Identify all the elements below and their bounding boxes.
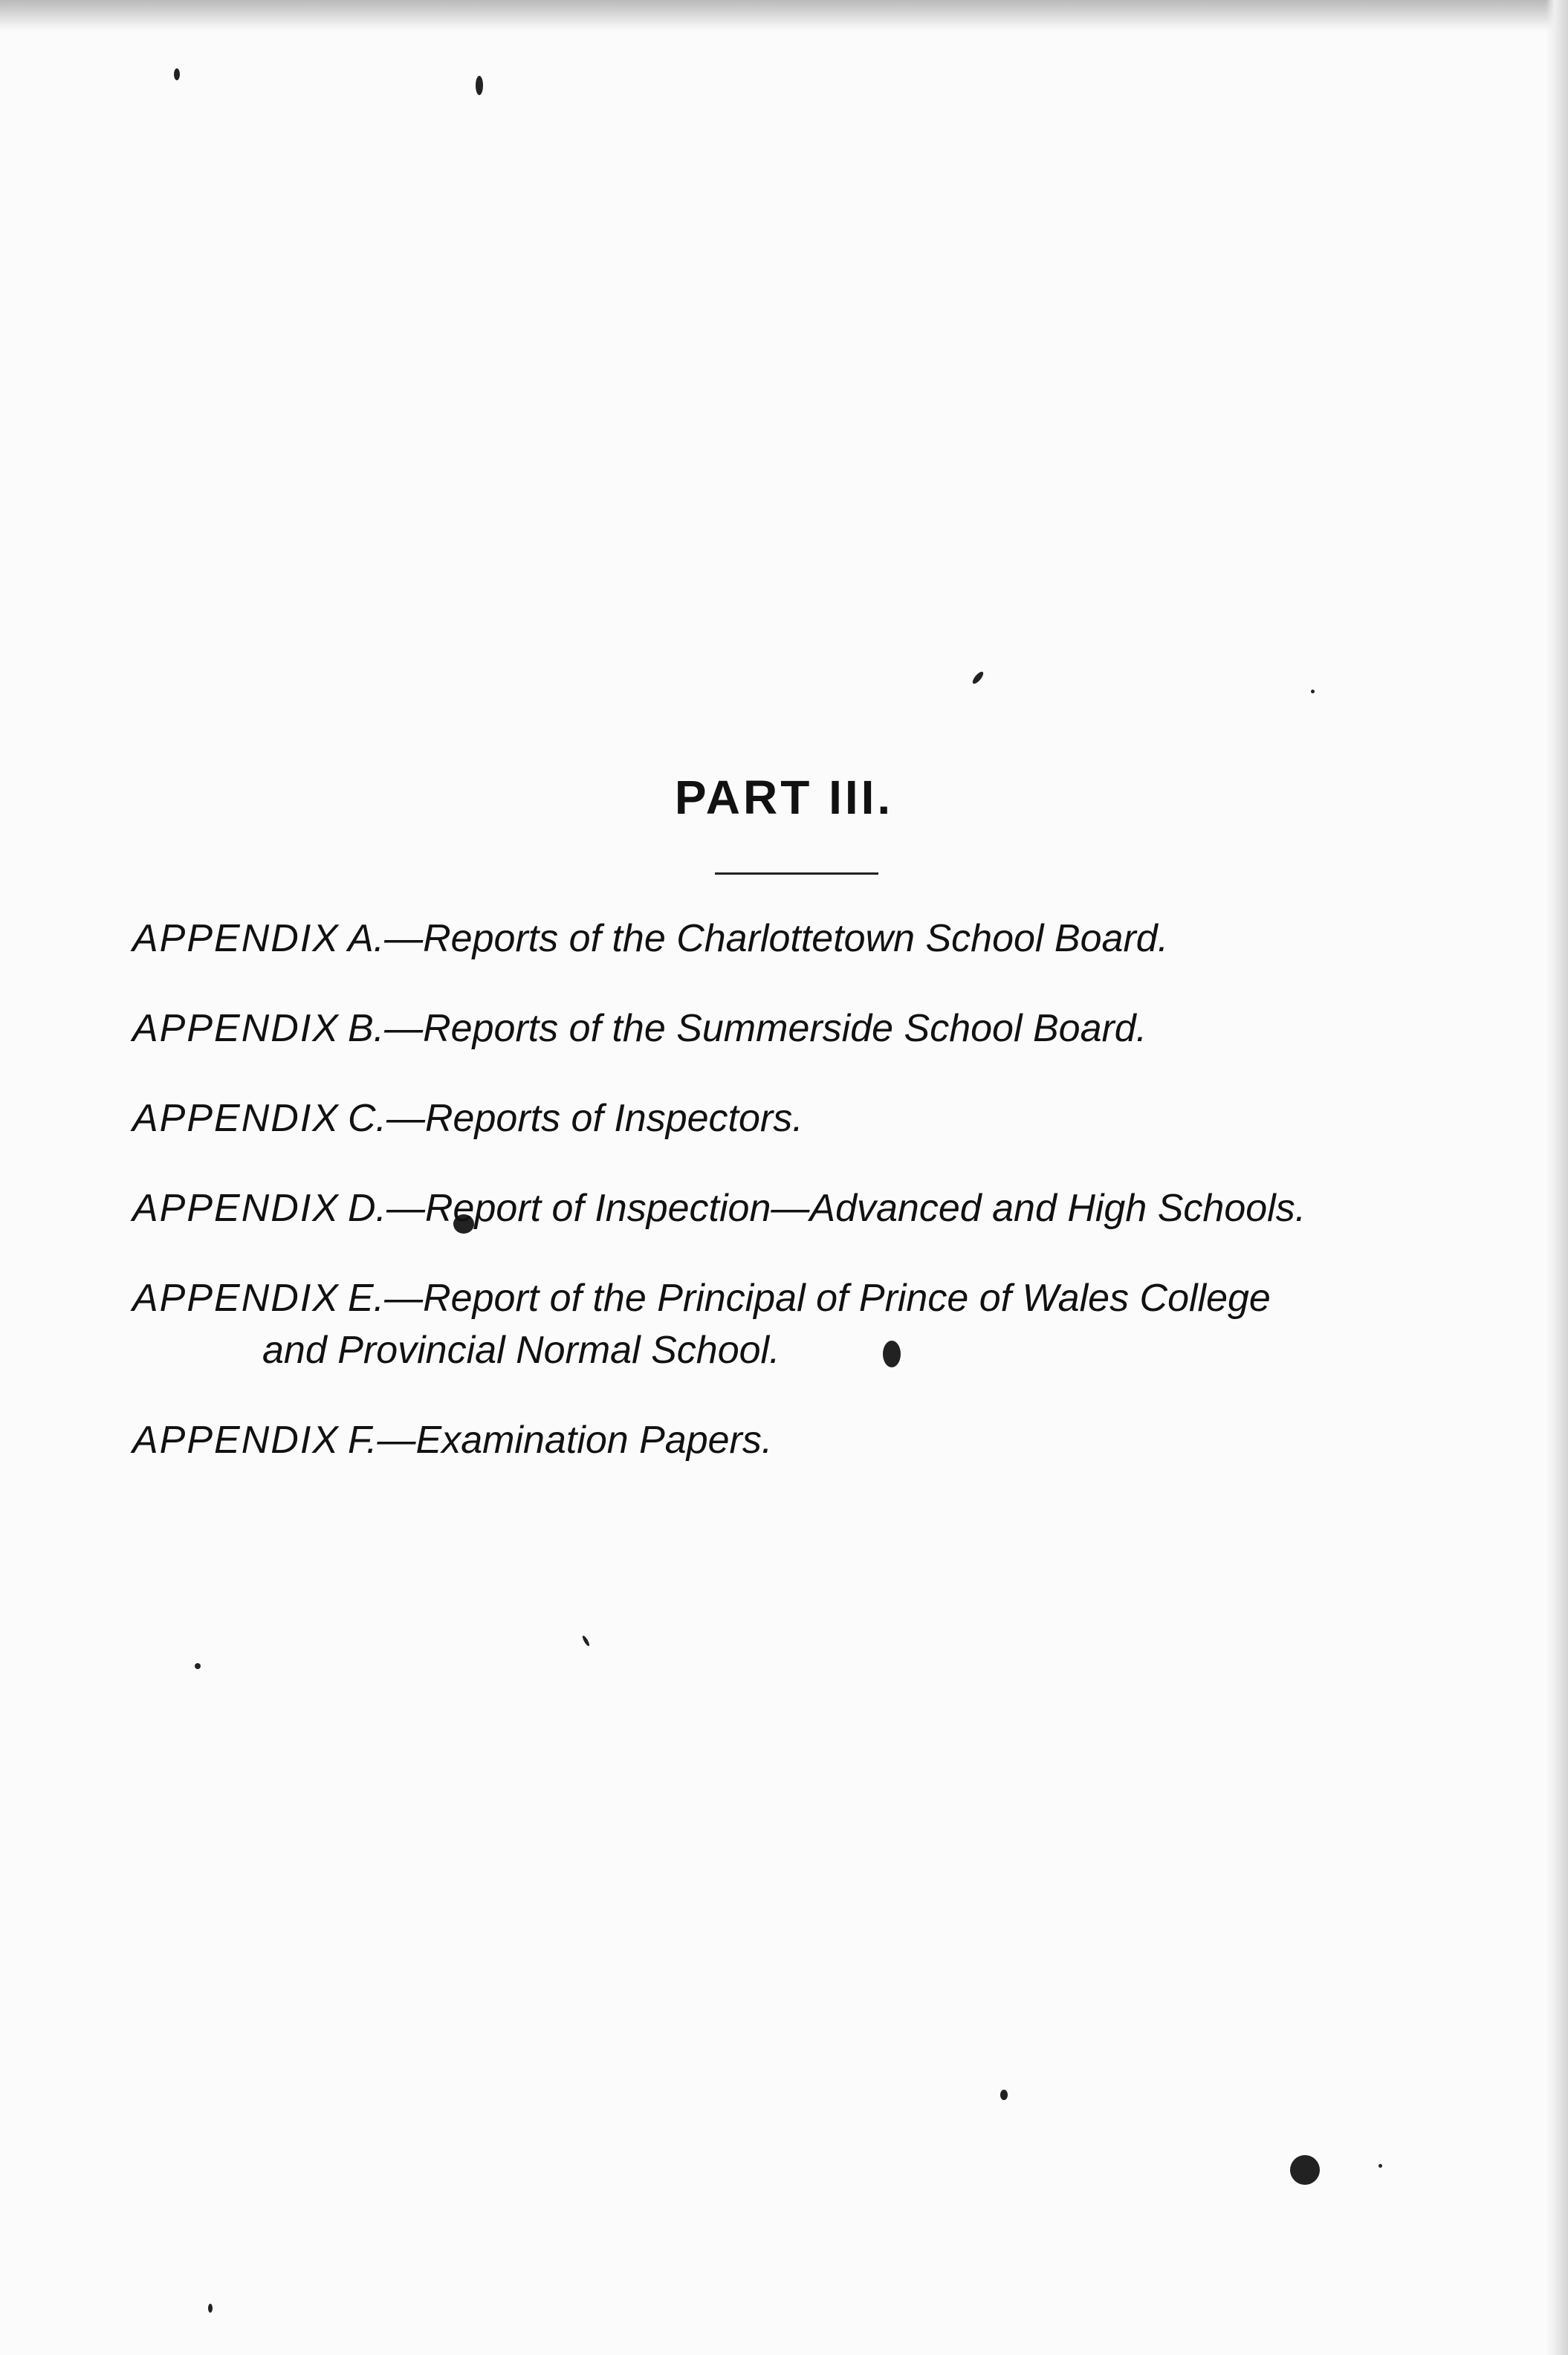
appendix-text: E.—Report of the Principal of Prince of Wales College bbox=[348, 1277, 1271, 1320]
appendix-text-continuation: and Provincial Normal School. bbox=[262, 1329, 780, 1372]
ink-speck bbox=[476, 76, 483, 95]
appendix-label: APPENDIX bbox=[132, 1097, 340, 1140]
ink-speck bbox=[971, 670, 985, 685]
ink-speck bbox=[174, 68, 180, 80]
ink-speck bbox=[1311, 690, 1315, 693]
appendix-d-entry bbox=[132, 1182, 1485, 1234]
appendix-text: A.—Reports of the Charlottetown School Board. bbox=[348, 917, 1169, 960]
appendix-label: APPENDIX bbox=[132, 1419, 340, 1462]
ink-speck bbox=[1290, 2155, 1320, 2185]
ink-speck bbox=[1000, 2090, 1008, 2100]
appendix-label: APPENDIX bbox=[132, 1007, 340, 1050]
appendix-list bbox=[132, 913, 1485, 1504]
page-right-edge-shadow bbox=[1546, 0, 1568, 2355]
ink-speck bbox=[208, 2304, 213, 2313]
appendix-b-entry bbox=[132, 1002, 1485, 1055]
appendix-a-entry bbox=[132, 913, 1485, 965]
ink-speck bbox=[195, 1663, 201, 1669]
appendix-label: APPENDIX bbox=[132, 917, 340, 960]
ink-speck bbox=[1379, 2164, 1382, 2168]
title-divider bbox=[715, 872, 878, 875]
appendix-label: APPENDIX bbox=[132, 1187, 340, 1230]
appendix-text: F.—Examination Papers. bbox=[348, 1419, 773, 1462]
ink-speck bbox=[581, 1635, 590, 1647]
appendix-label: APPENDIX bbox=[132, 1277, 340, 1320]
page-top-edge-shadow bbox=[0, 0, 1568, 31]
appendix-c-entry bbox=[132, 1092, 1485, 1144]
page-title: PART III. bbox=[674, 771, 894, 824]
appendix-e-entry bbox=[132, 1272, 1485, 1376]
appendix-f-entry bbox=[132, 1414, 1485, 1466]
appendix-text: B.—Reports of the Summerside School Board. bbox=[348, 1007, 1147, 1050]
appendix-text: D.—Report of Inspection—Advanced and High Schools. bbox=[348, 1187, 1306, 1230]
appendix-text: C.—Reports of Inspectors. bbox=[348, 1097, 803, 1140]
